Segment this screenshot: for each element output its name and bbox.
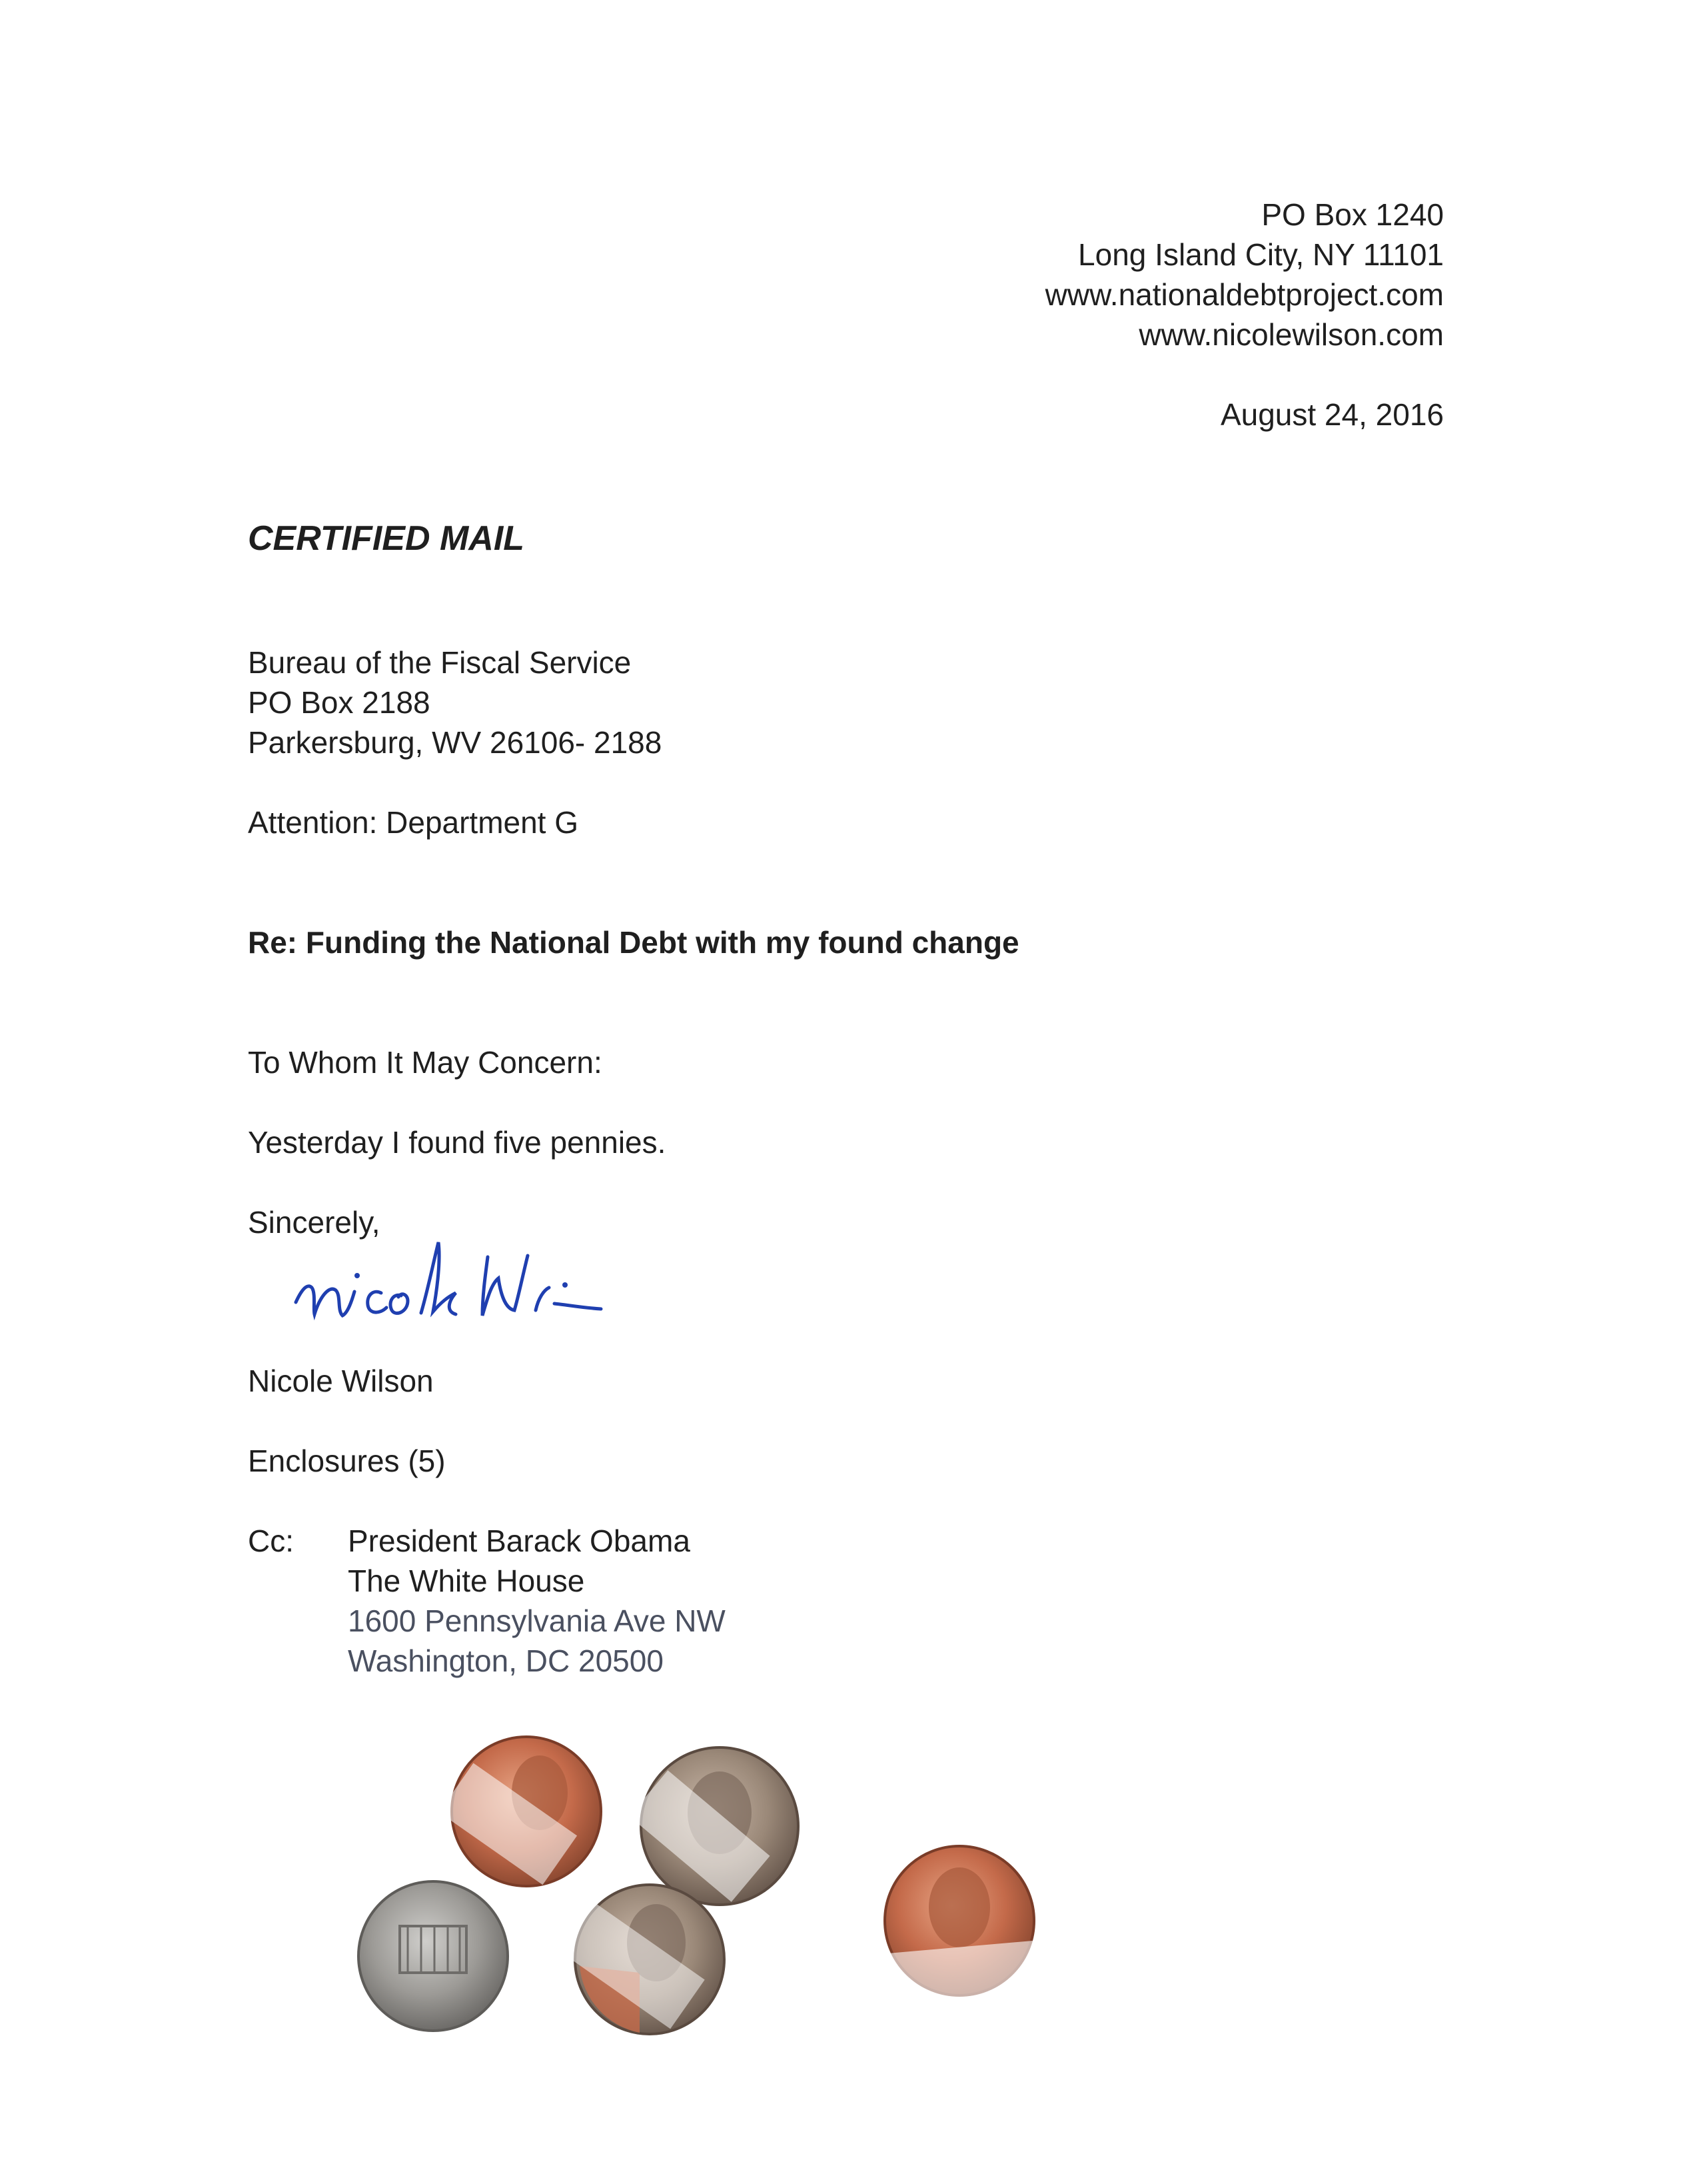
recipient-name: Bureau of the Fiscal Service xyxy=(248,645,632,680)
sender-website-2: www.nicolewilson.com xyxy=(1139,317,1444,352)
penny-3 xyxy=(358,1881,508,2031)
recipient-city: Parkersburg, WV 26106- 2188 xyxy=(248,725,662,760)
handwritten-signature xyxy=(288,1224,634,1337)
cc-name: President Barack Obama xyxy=(348,1524,690,1558)
sender-website-1: www.nationaldebtproject.com xyxy=(1045,277,1444,312)
salutation: To Whom It May Concern: xyxy=(248,1045,602,1080)
penny-4 xyxy=(561,1885,724,2034)
body-text: Yesterday I found five pennies. xyxy=(248,1125,666,1160)
cc-city: Washington, DC 20500 xyxy=(348,1643,664,1678)
sender-city: Long Island City, NY 11101 xyxy=(1078,237,1444,272)
recipient-po-box: PO Box 2188 xyxy=(248,685,430,720)
penny-5 xyxy=(885,1846,1068,2013)
penny-1 xyxy=(439,1737,601,1886)
enclosures: Enclosures (5) xyxy=(248,1444,446,1478)
recipient-address xyxy=(248,642,662,762)
sender-po-box: PO Box 1240 xyxy=(1261,197,1444,232)
penny-2 xyxy=(629,1747,798,1905)
cc-street: 1600 Pennsylvania Ave NW xyxy=(348,1604,726,1638)
signer-name: Nicole Wilson xyxy=(248,1364,434,1398)
cc-organization: The White House xyxy=(348,1564,585,1598)
cc-address xyxy=(348,1521,726,1681)
subject-line: Re: Funding the National Debt with my found change xyxy=(248,925,1019,960)
delivery-method: CERTIFIED MAIL xyxy=(248,519,525,558)
cc-label: Cc: xyxy=(248,1524,294,1558)
sender-address xyxy=(1045,195,1444,355)
attention-line: Attention: Department G xyxy=(248,805,579,840)
closing: Sincerely, xyxy=(248,1205,380,1240)
letter-date: August 24, 2016 xyxy=(1220,397,1444,432)
